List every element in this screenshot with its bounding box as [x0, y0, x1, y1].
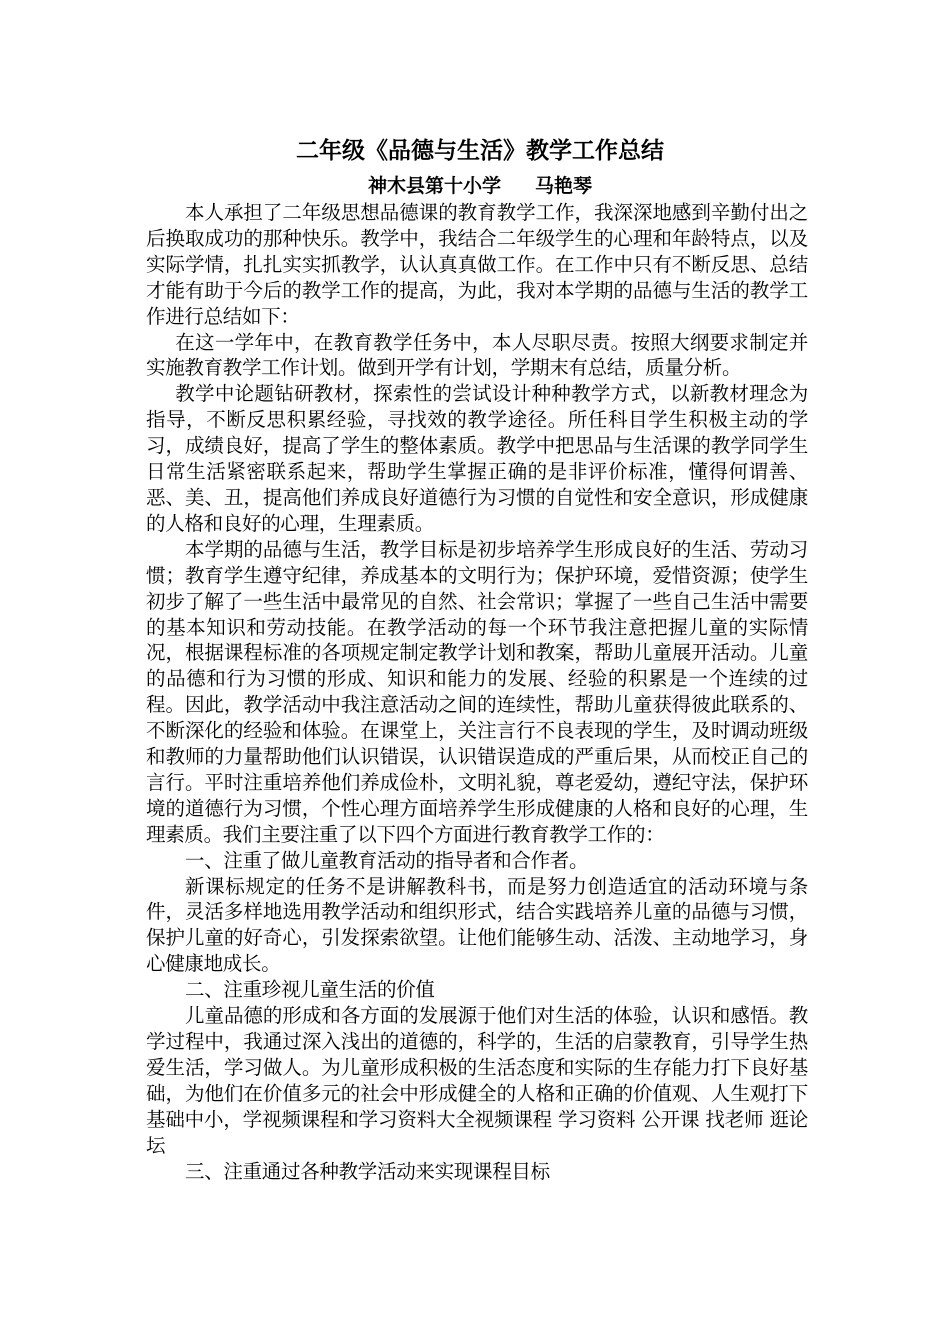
- paragraph-goals: 本学期的品德与生活，教学目标是初步培养学生形成良好的生活、劳动习惯；教育学生遵守纪律，养成基本的文明行为；保护环境，爱惜资源；使学生初步了解了一些生活中最常见的自然、社会常识；掌握了一些自己生活中需要的基本知识和劳动技能。在教学活动的每一个环节我注意把握儿童的实际情况，根据课程标准的各项规定制定教学计划和教案，帮助儿童展开活动。儿童的品德和行为习惯的形成、知识和能力的发展、经验的积累是一个连续的过程。因此，教学活动中我注意活动之间的连续性，帮助儿童获得彼此联系的、不断深化的经验和体验。在课堂上，关注言行不良表现的学生，及时调动班级和教师的力量帮助他们认识错误，认识错误造成的严重后果，从而校正自己的言行。平时注重培养他们养成俭朴，文明礼貌，尊老爱幼，遵纪守法，保护环境的道德行为习惯，个性心理方面培养学生形成健康的人格和良好的心理，生理素质。我们主要注重了以下四个方面进行教育教学工作的：: [146, 537, 808, 846]
- paragraph-teaching: 教学中论题钻研教材，探索性的尝试设计种种教学方式，以新教材理念为指导，不断反思积累经验，寻找效的教学途径。所任科目学生积极主动的学习，成绩良好，提高了学生的整体素质。教学中把思品与生活课的教学同学生日常生活紧密联系起来，帮助学生掌握正确的是非评价标准，懂得何谓善、恶、美、丑，提高他们养成良好道德行为习惯的自觉性和安全意识，形成健康的人格和良好的心理，生理素质。: [146, 382, 808, 535]
- author-name: 马艳琴: [535, 175, 593, 197]
- paragraph-intro: 本人承担了二年级思想品德课的教育教学工作，我深深地感到辛勤付出之后换取成功的那种快乐。教学中，我结合二年级学生的心理和年龄特点，以及实际学情，扎扎实实抓教学，认认真真做工作。在工作中只有不断反思、总结才能有助于今后的教学工作的提高，为此，我对本学期的品德与生活的教学工作进行总结如下：: [146, 201, 808, 328]
- document-title: 二年级《品德与生活》教学工作总结: [296, 137, 664, 164]
- author-line: [146, 174, 808, 198]
- document-page: [146, 136, 808, 1184]
- section-heading-1: 一、注重了做儿童教育活动的指导者和合作者。: [185, 848, 589, 872]
- section-heading-3: 三、注重通过各种教学活动来实现课程目标: [185, 1159, 550, 1183]
- paragraph-section-1: 新课标规定的任务不是讲解教科书，而是努力创造适宜的活动环境与条件，灵活多样地选用教学活动和组织形式，结合实践培养儿童的品德与习惯，保护儿童的好奇心，引发探索欲望。让他们能够生动、活泼、主动地学习，身心健康地成长。: [146, 874, 808, 976]
- section-heading-2: 二、注重珍视儿童生活的价值: [185, 978, 435, 1002]
- school-name: 神木县第十小学: [367, 175, 501, 197]
- paragraph-section-2: 儿童品德的形成和各方面的发展源于他们对生活的体验，认识和感悟。教学过程中，我通过深入浅出的道德的，科学的，生活的启蒙教育，引导学生热爱生活，学习做人。为儿童形成积极的生活态度和实际的生存能力打下良好基础，为他们在价值多元的社会中形成健全的人格和正确的价值观、人生观打下基础中小，学视频课程和学习资料大全视频课程 学习资料 公开课 找老师 逛论坛: [146, 1004, 808, 1157]
- paragraph-duty: 在这一学年中，在教育教学任务中，本人尽职尽责。按照大纲要求制定并实施教育教学工作计划。做到开学有计划，学期末有总结，质量分析。: [146, 330, 808, 380]
- document-body: [146, 200, 808, 1184]
